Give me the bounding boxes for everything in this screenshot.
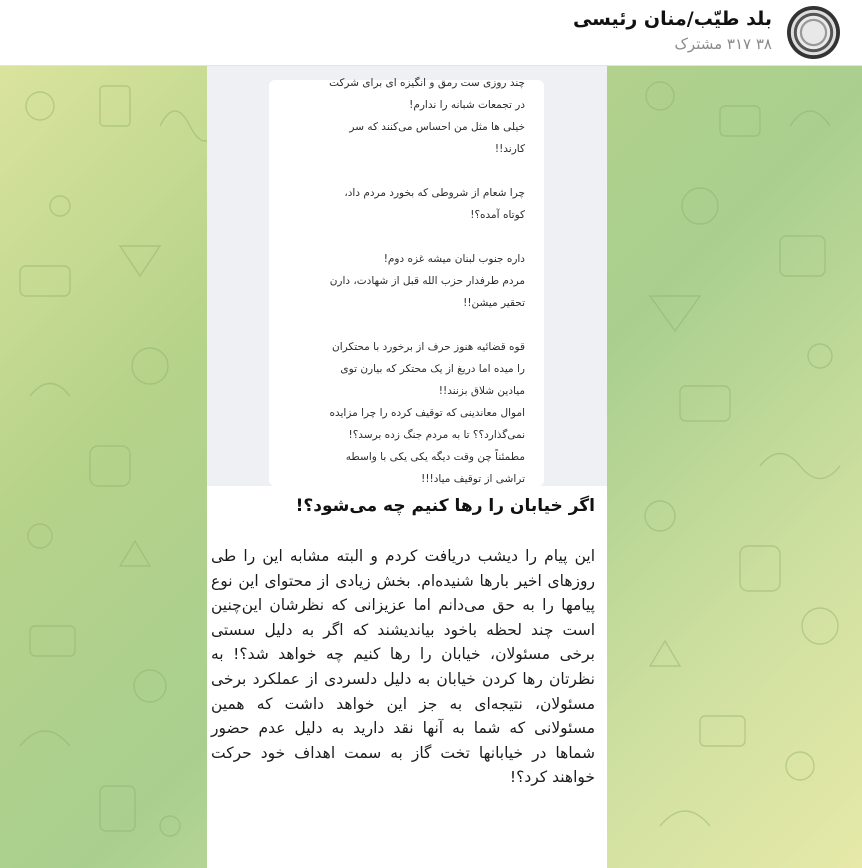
channel-header[interactable]	[0, 0, 862, 66]
subscriber-count: ۳۸ ۳۱۷ مشترک	[674, 35, 772, 53]
post-heading: اگر خیابان را رها کنیم چه می‌شود؟!	[295, 496, 595, 516]
post-caption	[207, 486, 607, 868]
screenshot-message-text: چند روزی ست رمق و انگیزه ای برای شرکت در تجمعات شبانه را ندارم! خیلی ها مثل من احساس می‌کنند که سر کارند!! چرا شعام از شروطی که بخورد مردم داد، کوتاه آمده؟! داره جنوب لبنان میشه غزه دوم! مردم طرفدار حزب الله قبل از شهادت، دارن تحقیر میشن!! قوه قضائیه هنوز حرف از برخورد با محتکران را میده اما دریغ از یک محتکر که بیارن توی میادین شلاق بزنند!! اموال معاندینی که توقیف کرده را چرا مزایده نمی‌گذارد؟؟ تا به مردم جنگ زده برسد؟! مطمئناً چن وقت دیگه یکی یکی با واسطه تراشی از توقیف میاد!!!	[329, 77, 525, 485]
channel-title[interactable]: بلد طیّب/منان رئیسی	[572, 8, 772, 30]
attached-screenshot-image[interactable]	[207, 66, 607, 486]
channel-avatar[interactable]	[787, 6, 840, 59]
channel-post[interactable]	[207, 66, 607, 868]
post-paragraph: این پیام را دیشب دریافت کردم و البته مشابه این را طی روزهای اخیر بارها شنیده‌ام. بخش زیادی از محتوای این نوع پیامها را به حق می‌دانم اما عزیزانی که نظرشان این‌چنین است چند لحظه باخود بیاندیشند که اگر به دلیل سستی برخی مسئولان، خیابان را رها کنیم چه خواهد شد؟! به نظرتان رها کردن خیابان به دلیل دلسردی از عملکرد برخی مسئولان، نتیجه‌ای به جز این خواهد داشت که همین مسئولانی که شما به آنها نقد دارید به دلیل عدم حضور شماها در خیابانها تخت گاز به سمت اهداف خود حرکت خواهند کرد؟!	[211, 547, 595, 787]
